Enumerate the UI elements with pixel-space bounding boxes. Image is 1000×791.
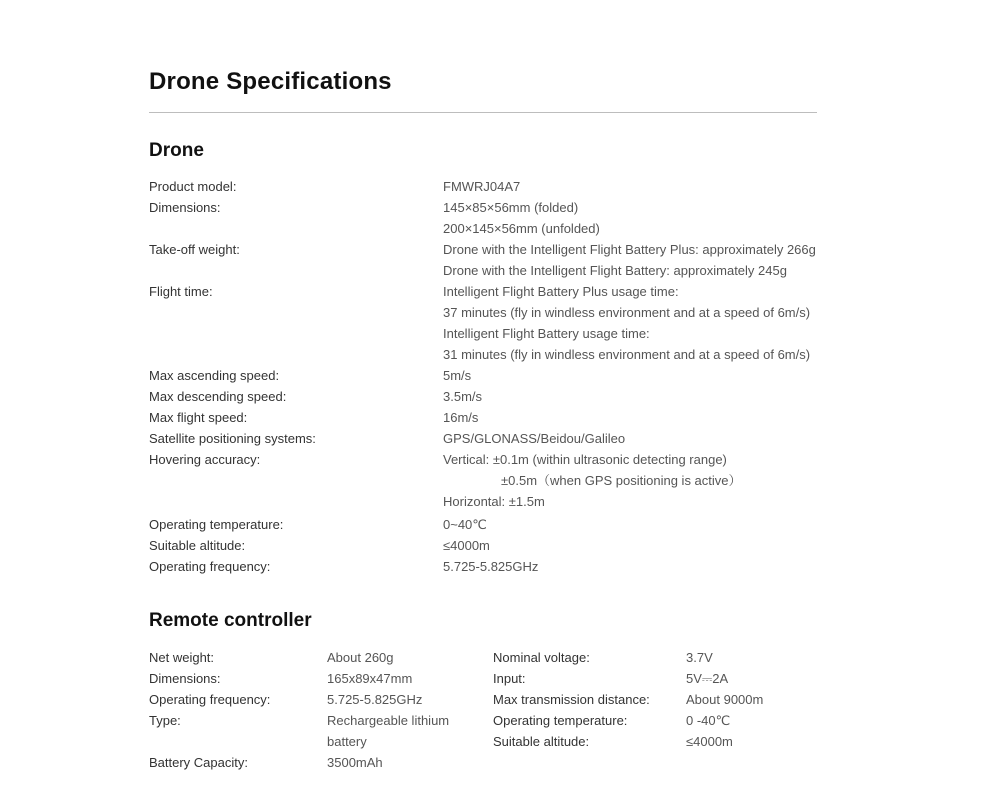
spec-value: 31 minutes (fly in windless environment and at a speed of 6m/s): [443, 347, 811, 362]
spec-label: Suitable altitude:: [493, 734, 590, 749]
spec-value: Horizontal: ±1.5m: [443, 494, 545, 509]
spec-label: Hovering accuracy:: [149, 452, 261, 467]
spec-label: Battery Capacity:: [149, 755, 248, 770]
remote-controller-section-title: Remote controller: [149, 610, 312, 631]
rc-row-nominal-voltage: [493, 647, 843, 668]
drone-section-title: Drone: [149, 140, 204, 161]
spec-value: GPS/GLONASS/Beidou/Galileo: [443, 431, 626, 446]
spec-label: Input:: [493, 671, 526, 686]
title-divider: [149, 112, 817, 113]
spec-row-max-ascending-speed: [149, 365, 849, 386]
spec-row-operating-temperature: [149, 514, 849, 535]
spec-label: Take-off weight:: [149, 242, 240, 257]
spec-row-satellite-systems: [149, 428, 849, 449]
rc-row-operating-frequency: [149, 689, 479, 710]
spec-label: Operating frequency:: [149, 559, 271, 574]
spec-label: Operating frequency:: [149, 692, 271, 707]
spec-row-hovering-accuracy: [149, 449, 849, 514]
rc-row-operating-temperature: [493, 710, 843, 731]
rc-row-input: [493, 668, 843, 689]
spec-value: Drone with the Intelligent Flight Battery Plus: approximately 266g: [443, 242, 816, 257]
spec-value: 145×85×56mm (folded): [443, 200, 579, 215]
spec-row-dimensions: [149, 197, 849, 239]
spec-value: Vertical: ±0.1m (within ultrasonic detecting range): [443, 452, 727, 467]
spec-value: Rechargeable lithium battery: [327, 713, 450, 749]
rc-left-column: [149, 647, 479, 773]
spec-value: Intelligent Flight Battery usage time:: [443, 326, 650, 341]
spec-value: 3.7V: [686, 650, 713, 665]
rc-row-suitable-altitude: [493, 731, 843, 752]
spec-row-max-flight-speed: [149, 407, 849, 428]
spec-row-takeoff-weight: [149, 239, 849, 281]
spec-label: Max descending speed:: [149, 389, 287, 404]
spec-value: Intelligent Flight Battery Plus usage time:: [443, 284, 679, 299]
spec-row-max-descending-speed: [149, 386, 849, 407]
spec-value: About 260g: [327, 650, 394, 665]
spec-label: Max flight speed:: [149, 410, 248, 425]
spec-value: 0~40℃: [443, 517, 487, 532]
spec-label: Satellite positioning systems:: [149, 431, 316, 446]
spec-label: Operating temperature:: [493, 713, 628, 728]
rc-row-battery-capacity: [149, 752, 479, 773]
spec-value: 5m/s: [443, 368, 472, 383]
spec-label: Dimensions:: [149, 671, 221, 686]
spec-label: Operating temperature:: [149, 517, 284, 532]
drone-spec-list: [149, 176, 849, 577]
spec-value: 16m/s: [443, 410, 479, 425]
spec-value: 37 minutes (fly in windless environment and at a speed of 6m/s): [443, 305, 811, 320]
spec-label: Flight time:: [149, 284, 213, 299]
spec-row-suitable-altitude: [149, 535, 849, 556]
spec-value: 3.5m/s: [443, 389, 483, 404]
rc-row-max-transmission-distance: [493, 689, 843, 710]
spec-label: Dimensions:: [149, 200, 221, 215]
spec-row-flight-time: [149, 281, 849, 365]
spec-value: ≤4000m: [686, 734, 733, 749]
spec-value: 200×145×56mm (unfolded): [443, 221, 600, 236]
rc-right-column: [493, 647, 843, 752]
spec-value: ≤4000m: [443, 538, 490, 553]
rc-row-dimensions: [149, 668, 479, 689]
spec-value: 165x89x47mm: [327, 671, 413, 686]
spec-label: Nominal voltage:: [493, 650, 590, 665]
spec-label: Suitable altitude:: [149, 538, 246, 553]
spec-value: About 9000m: [686, 692, 764, 707]
spec-label: Type:: [149, 713, 181, 728]
spec-value: ±0.5m（when GPS positioning is active）: [501, 473, 742, 488]
spec-value: 0 -40℃: [686, 713, 731, 728]
spec-label: Net weight:: [149, 650, 215, 665]
spec-value: 5V⎓2A: [686, 671, 729, 686]
page-title: Drone Specifications: [149, 68, 392, 95]
spec-value: Drone with the Intelligent Flight Battery: approximately 245g: [443, 263, 787, 278]
rc-row-net-weight: [149, 647, 479, 668]
spec-value: 5.725-5.825GHz: [327, 692, 423, 707]
spec-label: Max transmission distance:: [493, 692, 650, 707]
spec-value: 3500mAh: [327, 755, 383, 770]
rc-row-type: [149, 710, 479, 752]
spec-row-operating-frequency: [149, 556, 849, 577]
spec-row-product-model: [149, 176, 849, 197]
spec-value: 5.725-5.825GHz: [443, 559, 539, 574]
spec-label: Max ascending speed:: [149, 368, 280, 383]
spec-label: Product model:: [149, 179, 237, 194]
spec-value: FMWRJ04A7: [443, 179, 521, 194]
